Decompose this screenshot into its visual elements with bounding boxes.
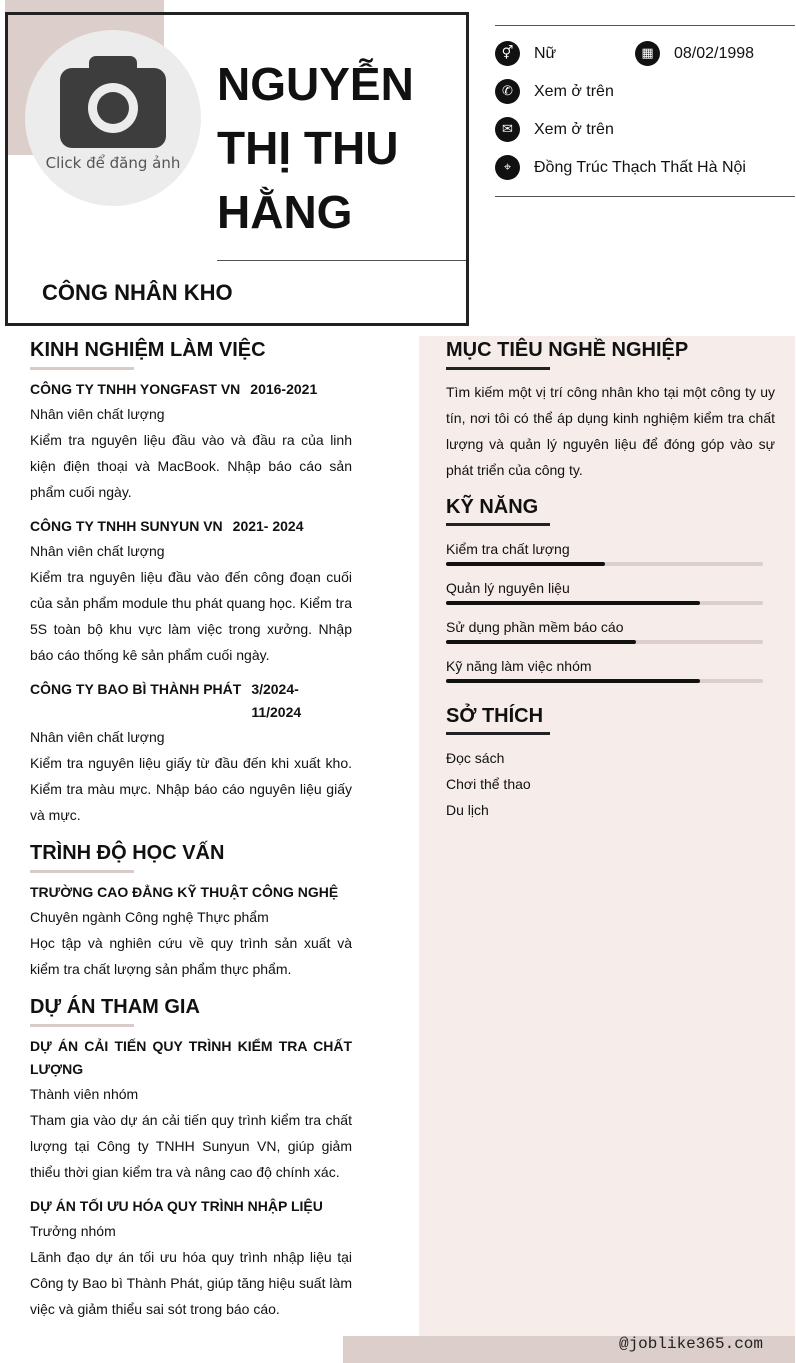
skill-bar	[446, 640, 763, 644]
avatar-caption: Click để đăng ảnh	[45, 154, 181, 172]
skill-label: Sử dụng phần mềm báo cáo	[446, 619, 624, 635]
hobbies-underline	[446, 732, 550, 735]
contact-email	[495, 117, 614, 142]
company-name: CÔNG TY BAO BÌ THÀNH PHÁT	[30, 681, 242, 697]
job-role: Nhân viên chất lượng	[30, 543, 165, 559]
hobby-item: Chơi thể thao	[446, 776, 531, 792]
skill-item	[446, 618, 763, 644]
skill-item	[446, 540, 763, 566]
skill-bar-fill	[446, 679, 700, 683]
education-item	[30, 881, 352, 982]
skills-title: KỸ NĂNG	[446, 496, 539, 518]
work-period: 2021- 2024	[232, 518, 304, 534]
hobby-item: Du lịch	[446, 802, 489, 818]
company-name: CÔNG TY TNHH YONGFAST VN	[30, 381, 241, 397]
contact-phone	[495, 79, 614, 104]
gender-value: Nữ	[534, 44, 557, 62]
skill-label: Kỹ năng làm việc nhóm	[446, 658, 592, 674]
job-description: Kiểm tra nguyên liệu đầu vào và đầu ra của linh kiện điện thoại và MacBook. Nhập báo cáo sản phẩm cuối ngày.	[30, 432, 352, 500]
project-name: DỰ ÁN TỐI ƯU HÓA QUY TRÌNH NHẬP LIỆU	[30, 1198, 323, 1214]
experience-underline	[30, 367, 134, 370]
projects-title: DỰ ÁN THAM GIA	[30, 996, 200, 1018]
project-role: Thành viên nhóm	[30, 1086, 139, 1102]
work-period: 2016-2021	[250, 381, 318, 397]
avatar-upload[interactable]	[25, 30, 201, 206]
objective-title: MỤC TIÊU NGHỀ NGHIỆP	[446, 339, 689, 361]
project-role: Trưởng nhóm	[30, 1223, 116, 1239]
project-name: DỰ ÁN CẢI TIẾN QUY TRÌNH KIỂM TRA CHẤT LƯỢNG	[30, 1038, 352, 1077]
hobbies-list	[446, 745, 775, 823]
skill-bar	[446, 562, 763, 566]
contact-address	[495, 155, 746, 180]
project-item	[30, 1035, 352, 1185]
location-icon: ⌖	[495, 155, 520, 180]
job-title: CÔNG NHÂN KHO	[42, 280, 233, 305]
right-column-background	[419, 336, 795, 1336]
skill-item	[446, 579, 763, 605]
birthday-value: 08/02/1998	[674, 44, 755, 62]
contact-gender	[495, 41, 556, 66]
calendar-icon: ▦	[635, 41, 660, 66]
phone-value: Xem ở trên	[534, 82, 614, 100]
phone-icon: ✆	[495, 79, 520, 104]
experience-item	[30, 678, 352, 828]
major: Chuyên ngành Công nghệ Thực phẩm	[30, 909, 269, 925]
mail-icon: ✉	[495, 117, 520, 142]
contact-top-divider	[495, 25, 795, 26]
skill-item	[446, 657, 763, 683]
address-value: Đồng Trúc Thạch Thất Hà Nội	[534, 158, 746, 176]
work-period: 3/2024-11/2024	[251, 681, 302, 720]
objective-text-block	[446, 379, 775, 483]
school-name: TRƯỜNG CAO ĐẲNG KỸ THUẬT CÔNG NGHỆ	[30, 884, 339, 900]
skill-label: Kiểm tra chất lượng	[446, 541, 570, 557]
hobbies-title: SỞ THÍCH	[446, 705, 544, 727]
education-title: TRÌNH ĐỘ HỌC VẤN	[30, 842, 225, 864]
objective-text: Tìm kiếm một vị trí công nhân kho tại một công ty uy tín, nơi tôi có thể áp dụng kinh nghiệm kiểm tra chất lượng và quản lý nguyên liệu để đóng góp vào sự phát triển của công ty.	[446, 384, 775, 478]
skills-underline	[446, 523, 550, 526]
experience-item	[30, 378, 352, 505]
skill-bar	[446, 679, 763, 683]
gender-icon: ⚥	[495, 41, 520, 66]
education-underline	[30, 870, 134, 873]
camera-lens	[97, 92, 129, 124]
contact-bottom-divider	[495, 196, 795, 197]
watermark: @joblike365.com	[618, 1335, 763, 1353]
job-description: Kiểm tra nguyên liệu giấy từ đầu đến khi xuất kho. Kiểm tra màu mực. Nhập báo cáo nguyên liệu giấy và mực.	[30, 755, 352, 823]
skill-bar-fill	[446, 640, 636, 644]
education-description: Học tập và nghiên cứu về quy trình sản xuất và kiểm tra chất lượng sản phẩm thực phẩm.	[30, 935, 352, 977]
company-name: CÔNG TY TNHH SUNYUN VN	[30, 518, 223, 534]
project-description: Lãnh đạo dự án tối ưu hóa quy trình nhập liệu tại Công ty Bao bì Thành Phát, giúp tăng hiệu suất làm việc và giảm thiểu sai sót trong báo cáo.	[30, 1249, 352, 1317]
skill-bar-fill	[446, 562, 605, 566]
projects-underline	[30, 1024, 134, 1027]
candidate-name: NGUYỄN THỊ THU HẰNG	[217, 58, 414, 238]
name-divider	[217, 260, 466, 261]
skill-label: Quản lý nguyên liệu	[446, 580, 570, 596]
project-item	[30, 1195, 352, 1322]
job-role: Nhân viên chất lượng	[30, 729, 165, 745]
hobby-item: Đọc sách	[446, 750, 505, 766]
project-description: Tham gia vào dự án cải tiến quy trình kiểm tra chất lượng tại Công ty TNHH Sunyun VN, giúp giảm thiểu thời gian kiểm tra và nâng cao độ chính xác.	[30, 1112, 352, 1180]
experience-item	[30, 515, 352, 668]
skill-bar-fill	[446, 601, 700, 605]
job-description: Kiểm tra nguyên liệu đầu vào đến công đoạn cuối của sản phẩm module thu phát quang học. Kiểm tra 5S toàn bộ khu vực làm việc trong xưởng. Nhập báo cáo thống kê sản phẩm cuối ngày.	[30, 569, 352, 663]
email-value: Xem ở trên	[534, 120, 614, 138]
job-role: Nhân viên chất lượng	[30, 406, 165, 422]
contact-birthday	[635, 41, 754, 66]
objective-underline	[446, 367, 550, 370]
skill-bar	[446, 601, 763, 605]
experience-title: KINH NGHIỆM LÀM VIỆC	[30, 339, 266, 361]
